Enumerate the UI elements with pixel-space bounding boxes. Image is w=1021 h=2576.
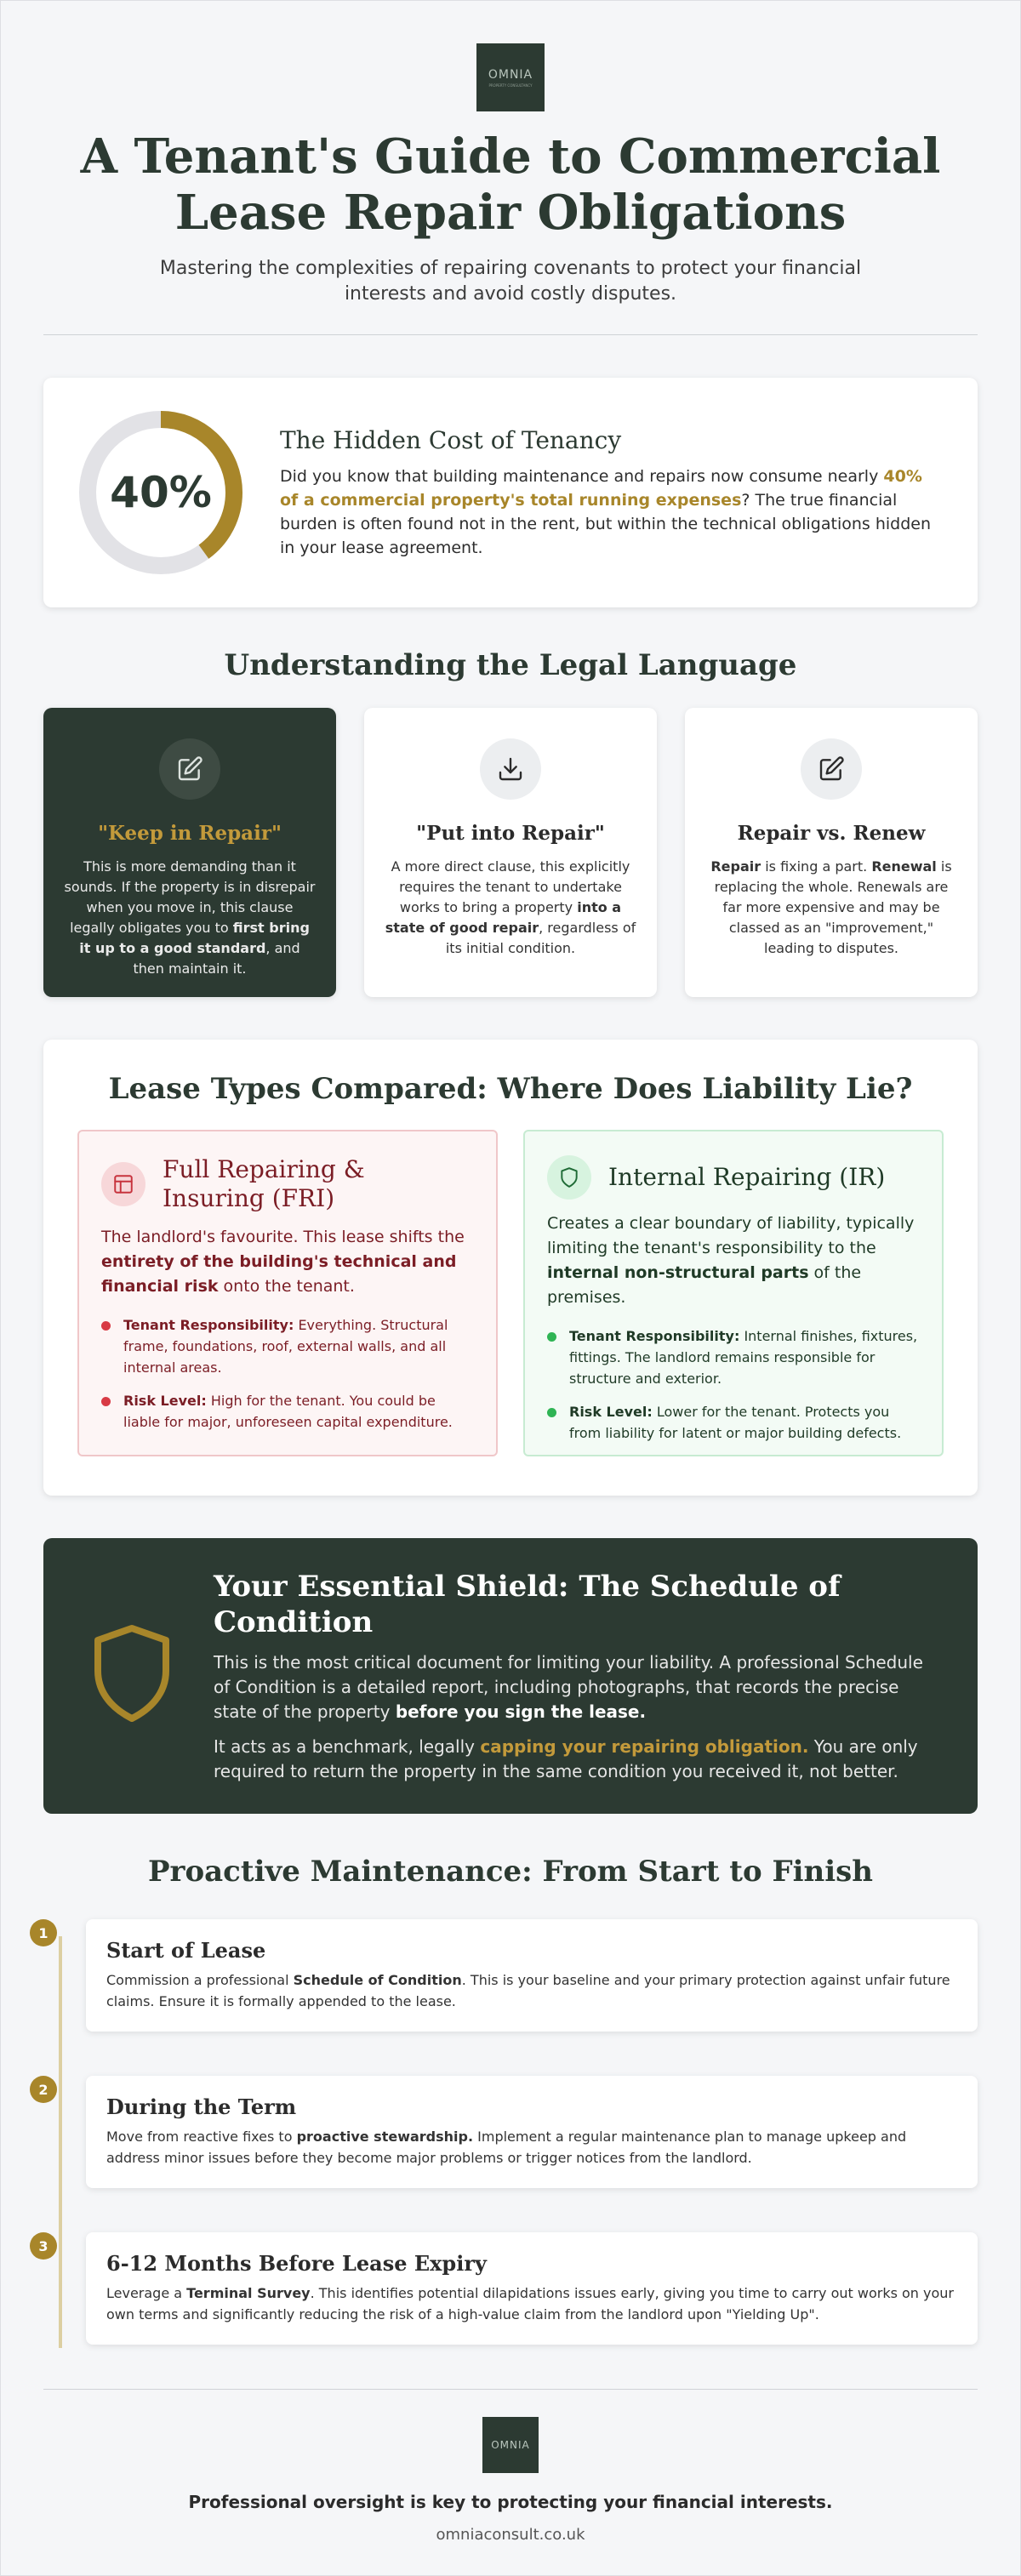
step-title: During the Term bbox=[106, 2094, 297, 2119]
layout-icon bbox=[101, 1162, 145, 1206]
title-line-1: A Tenant's Guide to Commercial bbox=[80, 128, 941, 185]
logo bbox=[476, 43, 545, 111]
schedule-of-condition-banner bbox=[43, 1538, 978, 1814]
edit-icon bbox=[801, 738, 862, 800]
page-title bbox=[43, 128, 978, 241]
shield-icon bbox=[89, 1623, 174, 1729]
shield-paragraph-2: It acts as a benchmark, legally capping your repairing obligation. You are only required to return the property in the same condition you received it, not better. bbox=[214, 1735, 918, 1781]
keep-in-repair-card bbox=[43, 708, 336, 997]
logo-text: OMNIA bbox=[491, 2439, 530, 2451]
edit-icon bbox=[159, 738, 220, 800]
legal-card-title: Repair vs. Renew bbox=[737, 822, 926, 845]
ir-intro: Creates a clear boundary of liability, typically limiting the tenant's responsibility to the internal non-structural parts of the premises. bbox=[547, 1214, 915, 1307]
step-number: 3 bbox=[30, 2232, 57, 2260]
timeline-step bbox=[38, 1919, 978, 2032]
lease-section-title: Lease Types Compared: Where Does Liability Lie? bbox=[108, 1072, 913, 1106]
stat-text: Did you know that building maintenance and repairs now consume nearly 40% of a commercial property's total running expenses? The true financial burden is often found not in the rent, but within the technical obligations hidden in your lease agreement. bbox=[280, 466, 932, 557]
download-icon bbox=[480, 738, 541, 800]
logo-text: OMNIA bbox=[488, 67, 533, 82]
shield-icon bbox=[547, 1155, 591, 1200]
title-line-2: Lease Repair Obligations bbox=[174, 185, 847, 241]
step-text: Leverage a Terminal Survey. This identifies potential dilapidations issues early, giving you time to carry out works on your own terms and significantly reducing the risk of a high-value claim from the landlord upon "Yielding Up". bbox=[106, 2285, 955, 2322]
footer-tagline: Professional oversight is key to protecting your financial interests. bbox=[188, 2492, 833, 2512]
repair-vs-renew-card bbox=[685, 708, 978, 997]
put-into-repair-card bbox=[364, 708, 657, 997]
legal-card-title: "Keep in Repair" bbox=[98, 822, 282, 845]
stat-title: The Hidden Cost of Tenancy bbox=[280, 425, 622, 454]
legal-card-text: This is more demanding than it sounds. If the property is in disrepair when you move in, this clause legally obligates you to first bring it up to a good standard, and then maintain it. bbox=[64, 858, 316, 977]
legal-card-title: "Put into Repair" bbox=[416, 822, 605, 845]
list-item: Tenant Responsibility: Everything. Structural frame, foundations, roof, external walls, and all internal areas. bbox=[101, 1314, 474, 1378]
legal-cards bbox=[43, 708, 978, 997]
timeline-step bbox=[38, 2232, 978, 2345]
fri-lease-box bbox=[77, 1130, 498, 1456]
lease-comparison-card bbox=[43, 1040, 978, 1496]
divider bbox=[43, 2389, 978, 2390]
list-item: Risk Level: High for the tenant. You could be liable for major, unforeseen capital expenditure. bbox=[101, 1390, 474, 1433]
shield-title: Your Essential Shield: The Schedule of Condition bbox=[214, 1569, 841, 1639]
list-item: Risk Level: Lower for the tenant. Protects you from liability for latent or major building defects. bbox=[547, 1401, 920, 1444]
footer-logo bbox=[482, 2417, 539, 2473]
legal-card-text: A more direct clause, this explicitly requires the tenant to undertake works to bring a property into a state of good repair, regardless of its initial condition. bbox=[385, 858, 636, 956]
timeline bbox=[38, 1919, 978, 2345]
legal-card-text: Repair is fixing a part. Renewal is replacing the whole. Renewals are far more expensive and may be classed as an "improvement," leading to disputes. bbox=[710, 858, 952, 956]
step-number: 1 bbox=[30, 1919, 57, 1946]
legal-section-title: Understanding the Legal Language bbox=[224, 648, 797, 682]
shield-paragraph-1: This is the most critical document for limiting your liability. A professional Schedule of Condition is a detailed report, including photographs, that records the precise state of the property before you sign the lease. bbox=[214, 1651, 923, 1722]
page-subtitle: Mastering the complexities of repairing covenants to protect your financial interests and avoid costly disputes. bbox=[159, 258, 862, 305]
footer-url[interactable]: omniaconsult.co.uk bbox=[436, 2526, 585, 2544]
fri-title: Full Repairing & Insuring (FRI) bbox=[163, 1155, 365, 1212]
stat-highlight: 40% of a commercial property's total running expenses bbox=[280, 466, 922, 510]
step-text: Move from reactive fixes to proactive stewardship. Implement a regular maintenance plan to manage upkeep and address minor issues before they become major problems or trigger notices from the landlord. bbox=[106, 2129, 907, 2166]
list-item: Tenant Responsibility: Internal finishes, fixtures, fittings. The landlord remains responsible for structure and exterior. bbox=[547, 1325, 920, 1389]
step-title: 6-12 Months Before Lease Expiry bbox=[106, 2251, 487, 2276]
ir-lease-box bbox=[523, 1130, 944, 1456]
divider bbox=[43, 334, 978, 335]
timeline-section-title: Proactive Maintenance: From Start to Finish bbox=[147, 1855, 874, 1889]
percentage-value: 40% bbox=[110, 468, 212, 517]
timeline-step bbox=[38, 2076, 978, 2188]
logo-subtext: PROPERTY CONSULTANCY bbox=[488, 83, 533, 88]
fri-intro: The landlord's favourite. This lease shifts the entirety of the building's technical and financial risk onto the tenant. bbox=[101, 1228, 465, 1296]
percentage-donut bbox=[77, 409, 244, 576]
step-number: 2 bbox=[30, 2076, 57, 2103]
step-title: Start of Lease bbox=[106, 1938, 266, 1963]
hidden-cost-card bbox=[43, 378, 978, 607]
step-text: Commission a professional Schedule of Condition. This is your baseline and your primary protection against unfair future claims. Ensure it is formally appended to the lease. bbox=[106, 1972, 950, 2009]
ir-title: Internal Repairing (IR) bbox=[608, 1163, 886, 1191]
